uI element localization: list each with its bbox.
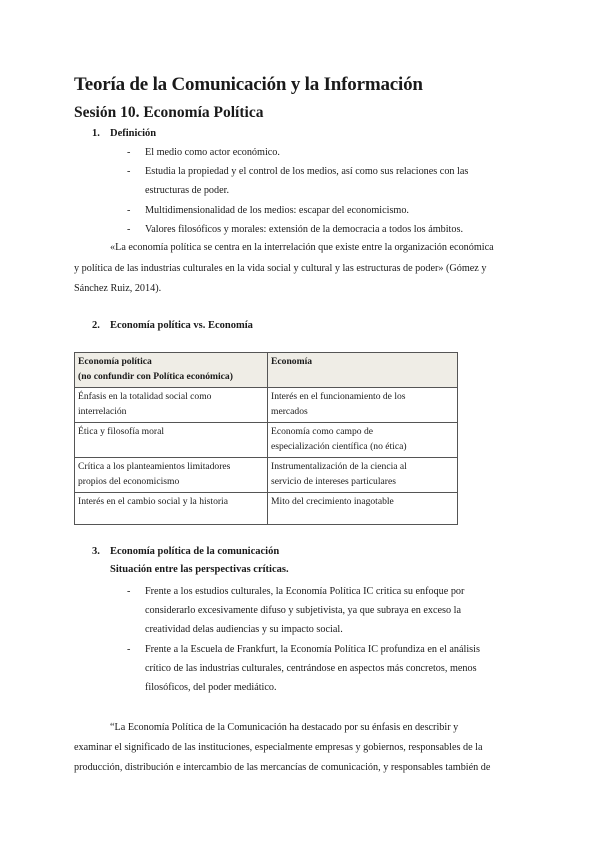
list-item: El medio como actor económico.	[145, 147, 280, 158]
table-cell: Mito del crecimiento inagotable	[268, 493, 458, 525]
table-cell: Énfasis en la totalidad social como interrelación	[75, 388, 268, 423]
table-cell: Instrumentalización de la ciencia al servicio de intereses particulares	[268, 458, 458, 493]
table-header-row	[75, 353, 458, 388]
quote-line: y política de las industrias culturales en la vida social y cultural y las estructuras de poder» (Gómez y	[74, 263, 487, 274]
quote-line: examinar el significado de las instituciones, especialmente empresas y gobiernos, responsables de la	[74, 742, 483, 753]
section-number: 3.	[92, 546, 100, 557]
list-dash: -	[127, 166, 131, 177]
document-title: Teoría de la Comunicación y la Información	[74, 74, 423, 95]
list-dash: -	[127, 644, 131, 655]
list-dash: -	[127, 224, 131, 235]
section-title: Economía política vs. Economía	[110, 320, 253, 331]
list-item: Estudia la propiedad y el control de los medios, así como sus relaciones con las	[145, 166, 469, 177]
table-header-cell: Economía política (no confundir con Política económica)	[75, 353, 268, 388]
table-header-cell: Economía	[268, 353, 458, 388]
table-cell: Economía como campo de especialización científica (no ética)	[268, 423, 458, 458]
table-row	[75, 423, 458, 458]
table-row	[75, 388, 458, 423]
list-item-continuation: estructuras de poder.	[145, 185, 230, 196]
list-dash: -	[127, 586, 131, 597]
section-1-heading	[92, 128, 156, 139]
quote-line: producción, distribución e intercambio de las mercancías de comunicación, y responsables también de	[74, 762, 491, 773]
section-number: 2.	[92, 320, 100, 331]
table-row	[75, 458, 458, 493]
section-2-heading	[92, 320, 253, 331]
list-item-continuation: filosóficos, del poder mediático.	[145, 682, 277, 693]
section-title: Economía política de la comunicación	[110, 546, 280, 557]
quote-line: Sánchez Ruiz, 2014).	[74, 283, 162, 294]
quote-line: “La Economía Política de la Comunicación ha destacado por su énfasis en describir y	[110, 722, 459, 733]
list-item-continuation: crítico de las industrias culturales, centrándose en aspectos más concretos, menos	[145, 663, 477, 674]
list-item: Frente a la Escuela de Frankfurt, la Economía Política IC profundiza en el análisis	[145, 644, 480, 655]
list-dash: -	[127, 205, 131, 216]
quote-line: «La economía política se centra en la interrelación que existe entre la organización económica	[110, 242, 494, 253]
section-number: 1.	[92, 128, 100, 139]
list-dash: -	[127, 147, 131, 158]
table-row	[75, 493, 458, 525]
table-cell: Interés en el funcionamiento de los mercados	[268, 388, 458, 423]
section-3-subheading: Situación entre las perspectivas críticas.	[110, 564, 289, 575]
list-item: Multidimensionalidad de los medios: escapar del economicismo.	[145, 205, 409, 216]
list-item: Frente a los estudios culturales, la Economía Política IC critica su enfoque por	[145, 586, 465, 597]
section-3-heading	[92, 546, 279, 557]
table-cell: Ética y filosofía moral	[75, 423, 268, 458]
table-cell: Crítica a los planteamientos limitadores propios del economicismo	[75, 458, 268, 493]
list-item: Valores filosóficos y morales: extensión de la democracia a todos los ámbitos.	[145, 224, 463, 235]
list-item-continuation: considerarlo excesivamente difuso y subjetivista, ya que subraya en exceso la	[145, 605, 461, 616]
comparison-table	[74, 352, 458, 525]
session-subtitle: Sesión 10. Economía Política	[74, 104, 264, 121]
list-item-continuation: creatividad delas audiencias y su impacto social.	[145, 624, 343, 635]
section-title: Definición	[110, 128, 157, 139]
table-cell: Interés en el cambio social y la historia	[75, 493, 268, 525]
